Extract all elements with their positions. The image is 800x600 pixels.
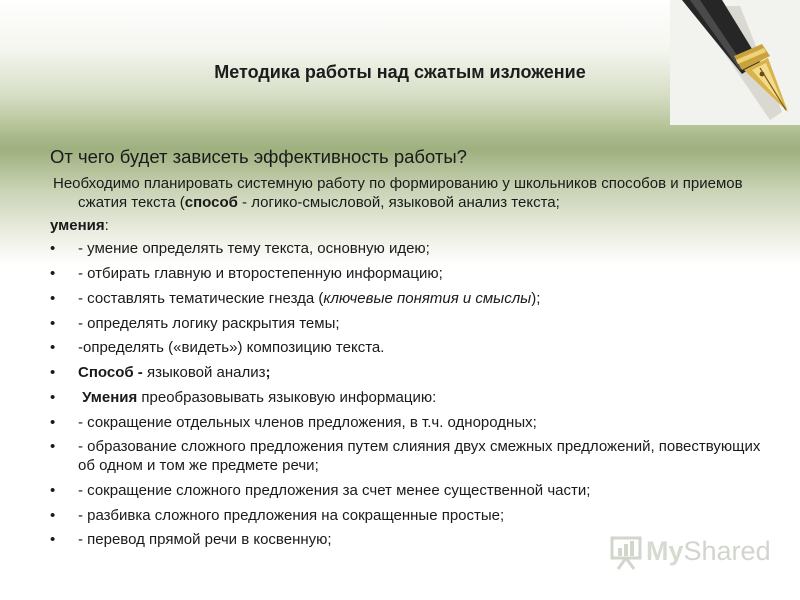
bullet-icon: • — [50, 531, 56, 549]
question-heading: От чего будет зависеть эффективность работы? — [50, 146, 467, 167]
list-item-bold: Способ - — [78, 364, 147, 382]
watermark-text — [646, 536, 771, 567]
list-item-text: -определять («видеть») композицию текста. — [78, 339, 385, 357]
list-item-text: - сокращение отдельных членов предложения, в т.ч. однородных; — [78, 413, 537, 431]
bullet-icon: • — [50, 265, 56, 283]
bullet-icon: • — [50, 240, 56, 258]
list-item-bold-end: ; — [265, 364, 271, 382]
slide-title: Методика работы над сжатым изложение — [214, 62, 586, 82]
list-item-text: - разбивка сложного предложения на сокращенные простые; — [78, 506, 505, 524]
list-item-text: - умение определять тему текста, основную идею; — [78, 240, 430, 258]
list-item-text: - определять логику раскрытия темы; — [78, 314, 340, 332]
watermark-rest: Shared — [683, 536, 771, 566]
presentation-chart-icon — [610, 534, 642, 570]
list-item-text: - сокращение сложного предложения за счет менее существенной части; — [78, 481, 591, 499]
bullet-icon: • — [50, 438, 56, 456]
list-item — [50, 507, 780, 526]
skills-colon: : — [104, 217, 109, 235]
intro-bold-word: способ — [184, 194, 238, 212]
list-item — [50, 389, 780, 408]
bullet-list — [50, 240, 780, 550]
list-item — [50, 438, 780, 476]
watermark-my: My — [646, 536, 684, 566]
list-item — [50, 265, 780, 284]
list-item-text: языковой анализ — [146, 364, 266, 382]
list-item-text: преобразовывать языковую информацию: — [137, 388, 437, 406]
list-item — [50, 339, 780, 358]
list-item-text: - составлять тематические гнезда ( — [78, 289, 324, 307]
list-item — [50, 315, 780, 334]
list-item — [50, 482, 780, 501]
skills-label: умения — [50, 217, 105, 235]
list-item — [50, 240, 780, 259]
list-item-bold: Умения — [78, 388, 138, 406]
myshared-watermark — [610, 534, 780, 572]
intro-text-end: - логико-смысловой, языковой анализ текста; — [237, 194, 560, 212]
list-item-text: - перевод прямой речи в косвенную; — [78, 531, 332, 549]
skills-heading — [50, 217, 780, 234]
fountain-pen-icon — [670, 0, 800, 125]
bullet-icon: • — [50, 413, 56, 431]
bullet-icon: • — [50, 314, 56, 332]
list-item-text: - отбирать главную и второстепенную информацию; — [78, 265, 443, 283]
bullet-icon: • — [50, 339, 56, 357]
bullet-icon: • — [50, 364, 56, 382]
list-item-text: - образование сложного предложения путем слияния двух смежных предложений, повествующих об одном и том же предмете речи; — [78, 438, 761, 475]
bullet-icon: • — [50, 289, 56, 307]
bullet-icon: • — [50, 388, 56, 406]
list-item — [50, 414, 780, 433]
bullet-icon: • — [50, 481, 56, 499]
list-item-text-end: ); — [531, 289, 541, 307]
slide-body — [50, 146, 780, 556]
list-item-italic: ключевые понятия и смыслы — [323, 289, 532, 307]
list-item — [50, 290, 780, 309]
intro-paragraph — [50, 174, 780, 212]
list-item — [50, 364, 780, 383]
bullet-icon: • — [50, 506, 56, 524]
intro-text-start: Необходимо планировать системную работу по формированию у школьников способов и приемов сжатия текста ( — [53, 175, 743, 212]
